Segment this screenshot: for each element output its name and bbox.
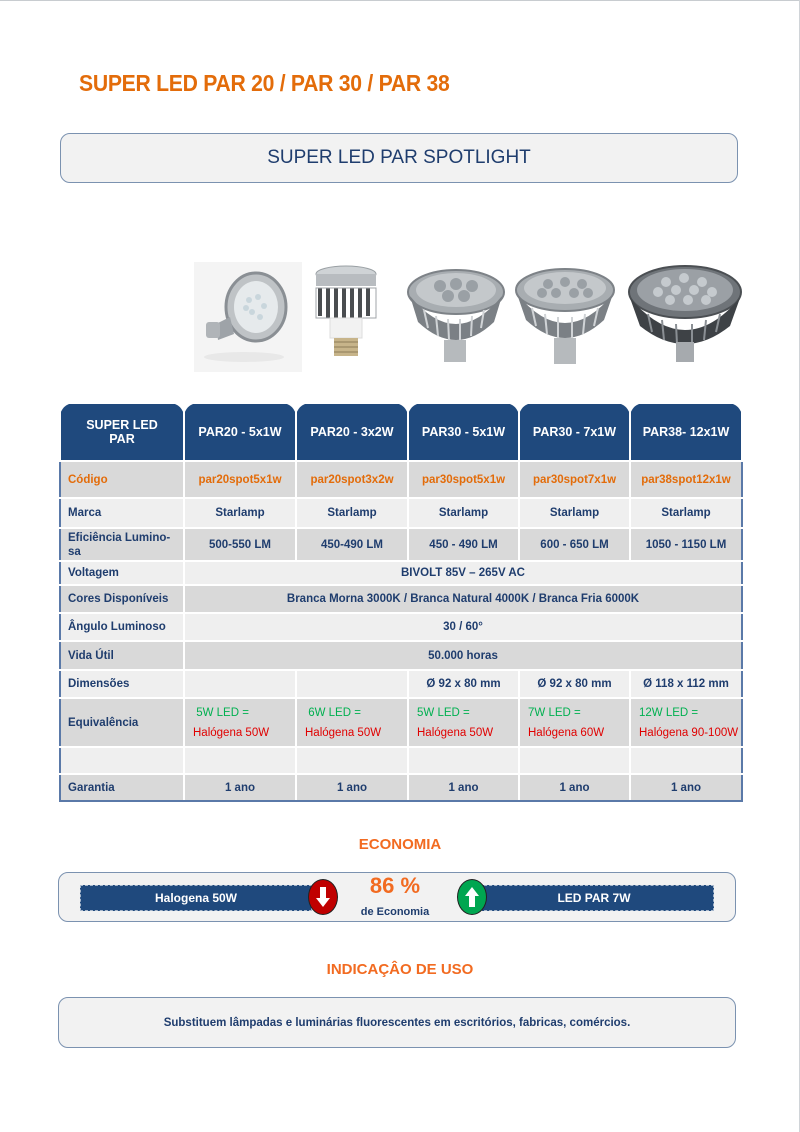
table-row-eficiencia <box>60 528 742 561</box>
row-label: Voltagem <box>60 561 184 585</box>
row-label: Garantia <box>60 774 184 801</box>
cell <box>296 670 408 698</box>
table-row-empty <box>60 747 742 774</box>
halogen-bar <box>80 885 312 911</box>
table-row-codigo <box>60 461 742 498</box>
row-label: Dimensões <box>60 670 184 698</box>
row-label: Eficiência Lumino- sa <box>60 528 184 561</box>
cell: 450-490 LM <box>296 528 408 561</box>
header-corner: SUPER LED PAR <box>60 403 184 461</box>
cell: 450 - 490 LM <box>408 528 519 561</box>
cell: 1 ano <box>408 774 519 801</box>
page-top-edge <box>0 0 800 1</box>
table-row-cores <box>60 585 742 613</box>
table-row-garantia <box>60 774 742 801</box>
cell: 1 ano <box>296 774 408 801</box>
cell: Starlamp <box>296 498 408 528</box>
spec-table <box>59 402 743 802</box>
cell: 1 ano <box>184 774 296 801</box>
par20-3x2w-lamp-photo <box>310 262 382 372</box>
header-col-4: PAR30 - 7x1W <box>519 403 630 461</box>
uso-heading: INDICAÇÂO DE USO <box>326 961 474 978</box>
cell <box>184 670 296 698</box>
cell: Ø 92 x 80 mm <box>408 670 519 698</box>
up-arrow-icon <box>457 879 487 915</box>
cell: par20spot5x1w <box>184 461 296 498</box>
cell: 5W LED = Halógena 50W <box>408 698 519 747</box>
uso-panel <box>58 997 736 1048</box>
banner-text: SUPER LED PAR SPOTLIGHT <box>267 147 531 168</box>
cell: Starlamp <box>184 498 296 528</box>
cell-span: 30 / 60° <box>184 613 742 641</box>
row-label: Equivalência <box>60 698 184 747</box>
table-row-vida <box>60 641 742 670</box>
par30-5x1w-lamp-photo <box>404 262 508 372</box>
cell: Starlamp <box>630 498 742 528</box>
product-banner <box>60 133 738 183</box>
down-arrow-icon <box>308 879 338 915</box>
row-label: Ângulo Luminoso <box>60 613 184 641</box>
cell <box>630 747 742 774</box>
cell: Ø 118 x 112 mm <box>630 670 742 698</box>
economy-percent: 86 % <box>369 873 421 898</box>
table-row-angulo <box>60 613 742 641</box>
table-header-row <box>60 403 742 461</box>
cell: 1050 - 1150 LM <box>630 528 742 561</box>
cell: 7W LED = Halógena 60W <box>519 698 630 747</box>
table-row-marca <box>60 498 742 528</box>
cell: par30spot7x1w <box>519 461 630 498</box>
halogen-label: Halogena 50W <box>154 891 238 905</box>
table-row-voltagem <box>60 561 742 585</box>
product-photos <box>194 262 744 372</box>
cell <box>296 747 408 774</box>
header-col-5: PAR38- 12x1W <box>630 403 742 461</box>
led-label: LED PAR 7W <box>557 891 631 905</box>
cell: par30spot5x1w <box>408 461 519 498</box>
table-row-equivalencia <box>60 698 742 747</box>
row-label: Marca <box>60 498 184 528</box>
cell: 1 ano <box>630 774 742 801</box>
economy-caption: de Economia <box>360 906 430 918</box>
cell: Ø 92 x 80 mm <box>519 670 630 698</box>
cell: Starlamp <box>408 498 519 528</box>
economia-heading: ECONOMIA <box>358 836 442 853</box>
par30-7x1w-lamp-photo <box>512 262 618 372</box>
cell <box>184 747 296 774</box>
uso-text: Substituem lâmpadas e luminárias fluorescentes em escritórios, fabricas, comércios. <box>163 1016 631 1029</box>
row-label: Código <box>60 461 184 498</box>
cell: par20spot3x2w <box>296 461 408 498</box>
led-bar <box>474 885 714 911</box>
row-label: Cores Disponíveis <box>60 585 184 613</box>
cell <box>60 747 184 774</box>
row-label: Vida Útil <box>60 641 184 670</box>
cell <box>519 747 630 774</box>
cell-span: 50.000 horas <box>184 641 742 670</box>
cell-span: BIVOLT 85V – 265V AC <box>184 561 742 585</box>
table-row-dimensoes <box>60 670 742 698</box>
cell: Starlamp <box>519 498 630 528</box>
cell: par38spot12x1w <box>630 461 742 498</box>
cell: 5W LED = Halógena 50W <box>184 698 296 747</box>
header-col-1: PAR20 - 5x1W <box>184 403 296 461</box>
par20-5x1w-lamp-photo <box>194 262 302 372</box>
header-col-2: PAR20 - 3x2W <box>296 403 408 461</box>
cell-span: Branca Morna 3000K / Branca Natural 4000K / Branca Fria 6000K <box>184 585 742 613</box>
cell: 6W LED = Halógena 50W <box>296 698 408 747</box>
cell <box>408 747 519 774</box>
page-title: SUPER LED PAR 20 / PAR 30 / PAR 38 <box>79 70 450 96</box>
cell: 12W LED = Halógena 90-100W <box>630 698 742 747</box>
par38-12x1w-lamp-photo <box>626 262 744 372</box>
header-col-3: PAR30 - 5x1W <box>408 403 519 461</box>
cell: 1 ano <box>519 774 630 801</box>
cell: 600 - 650 LM <box>519 528 630 561</box>
cell: 500-550 LM <box>184 528 296 561</box>
